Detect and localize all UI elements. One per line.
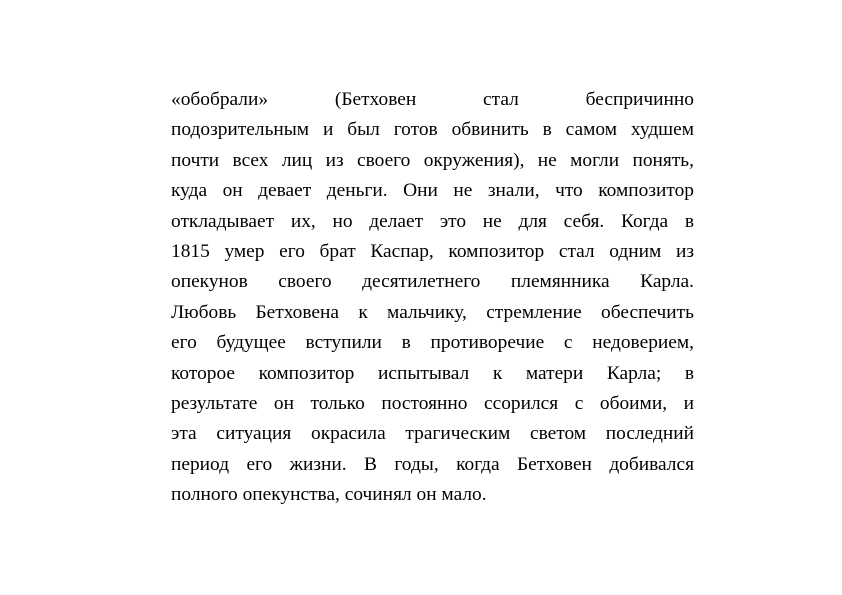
text-line: почти всех лиц из своего окружения), не могли понять, <box>171 149 694 171</box>
text-line: «обобрали» (Бетховен стал беспричинно <box>171 89 694 110</box>
body-paragraph <box>171 85 694 510</box>
text-line: период его жизни. В годы, когда Бетховен добивался <box>171 453 694 475</box>
text-line: опекунов своего десятилетнего племянника Карла. <box>171 271 694 293</box>
text-line: куда он девает деньги. Они не знали, что композитор <box>171 180 694 202</box>
text-line: эта ситуация окрасила трагическим светом последний <box>171 423 694 445</box>
text-line: 1815 умер его брат Каспар, композитор стал одним из <box>171 240 694 262</box>
text-line: его будущее вступили в противоречие с недоверием, <box>171 332 694 354</box>
text-line: Любовь Бетховена к мальчику, стремление обеспечить <box>171 301 694 323</box>
text-line: подозрительным и был готов обвинить в самом худшем <box>171 119 694 141</box>
text-line: которое композитор испытывал к матери Карла; в <box>171 362 694 384</box>
text-line: полного опекунства, сочинял он мало. <box>171 484 487 506</box>
text-line: откладывает их, но делает это не для себя. Когда в <box>171 210 694 232</box>
text-line: результате он только постоянно ссорился с обоими, и <box>171 392 694 414</box>
